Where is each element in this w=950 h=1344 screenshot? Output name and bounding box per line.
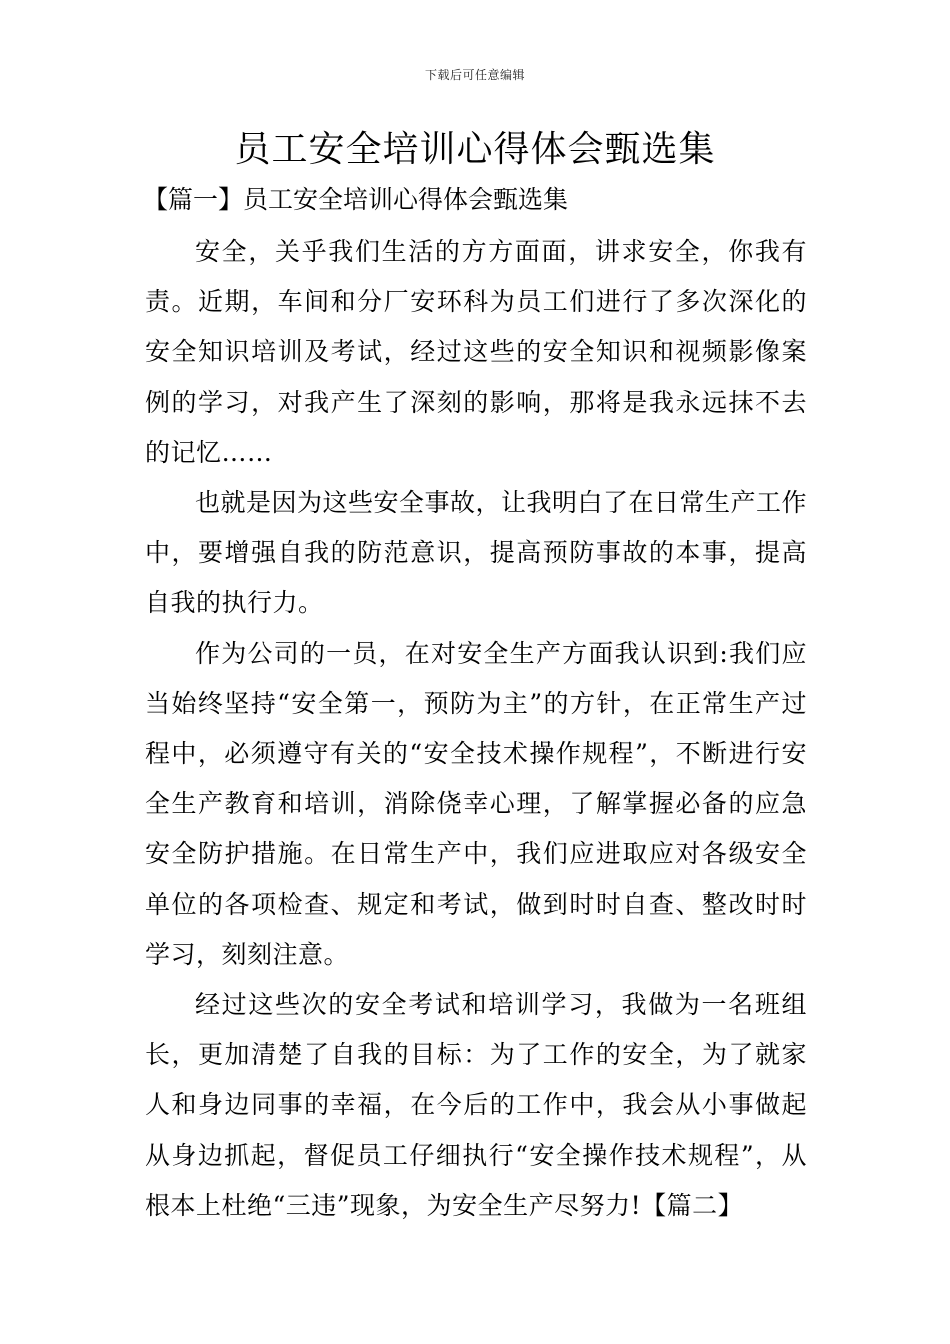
header-note: 下载后可任意编辑 (424, 68, 525, 82)
document-body (145, 227, 807, 1231)
paragraph-1: 安全，关乎我们生活的方方面面，讲求安全，你我有责。近期，车间和分厂安环科为员工们进行了多次深化的安全知识培训及考试，经过这些的安全知识和视频影像案例的学习，对我产生了深刻的影响，那将是我永远抹不去的记忆…… (145, 237, 807, 467)
paragraph-4: 经过这些次的安全考试和培训学习，我做为一名班组长，更加清楚了自我的目标：为了工作的安全，为了就家人和身边同事的幸福，在今后的工作中，我会从小事做起从身边抓起，督促员工仔细执行“安全操作技术规程”，从根本上杜绝“三违”现象，为安全生产尽努力!【篇二】 (145, 990, 807, 1220)
document-title: 员工安全培训心得体会甄选集 (234, 129, 716, 170)
section-heading: 【篇一】员工安全培训心得体会甄选集 (143, 185, 569, 214)
paragraph-3: 作为公司的一员，在对安全生产方面我认识到:我们应当始终坚持“安全第一，预防为主”的方针，在正常生产过程中，必须遵守有关的“安全技术操作规程”，不断进行安全生产教育和培训，消除侥幸心理，了解掌握必备的应急安全防护措施。在日常生产中，我们应进取应对各级安全单位的各项检查、规定和考试，做到时时自查、整改时时学习，刻刻注意。 (145, 638, 807, 969)
paragraph-2: 也就是因为这些安全事故，让我明白了在日常生产工作中，要增强自我的防范意识，提高预防事故的本事，提高自我的执行力。 (145, 488, 808, 618)
